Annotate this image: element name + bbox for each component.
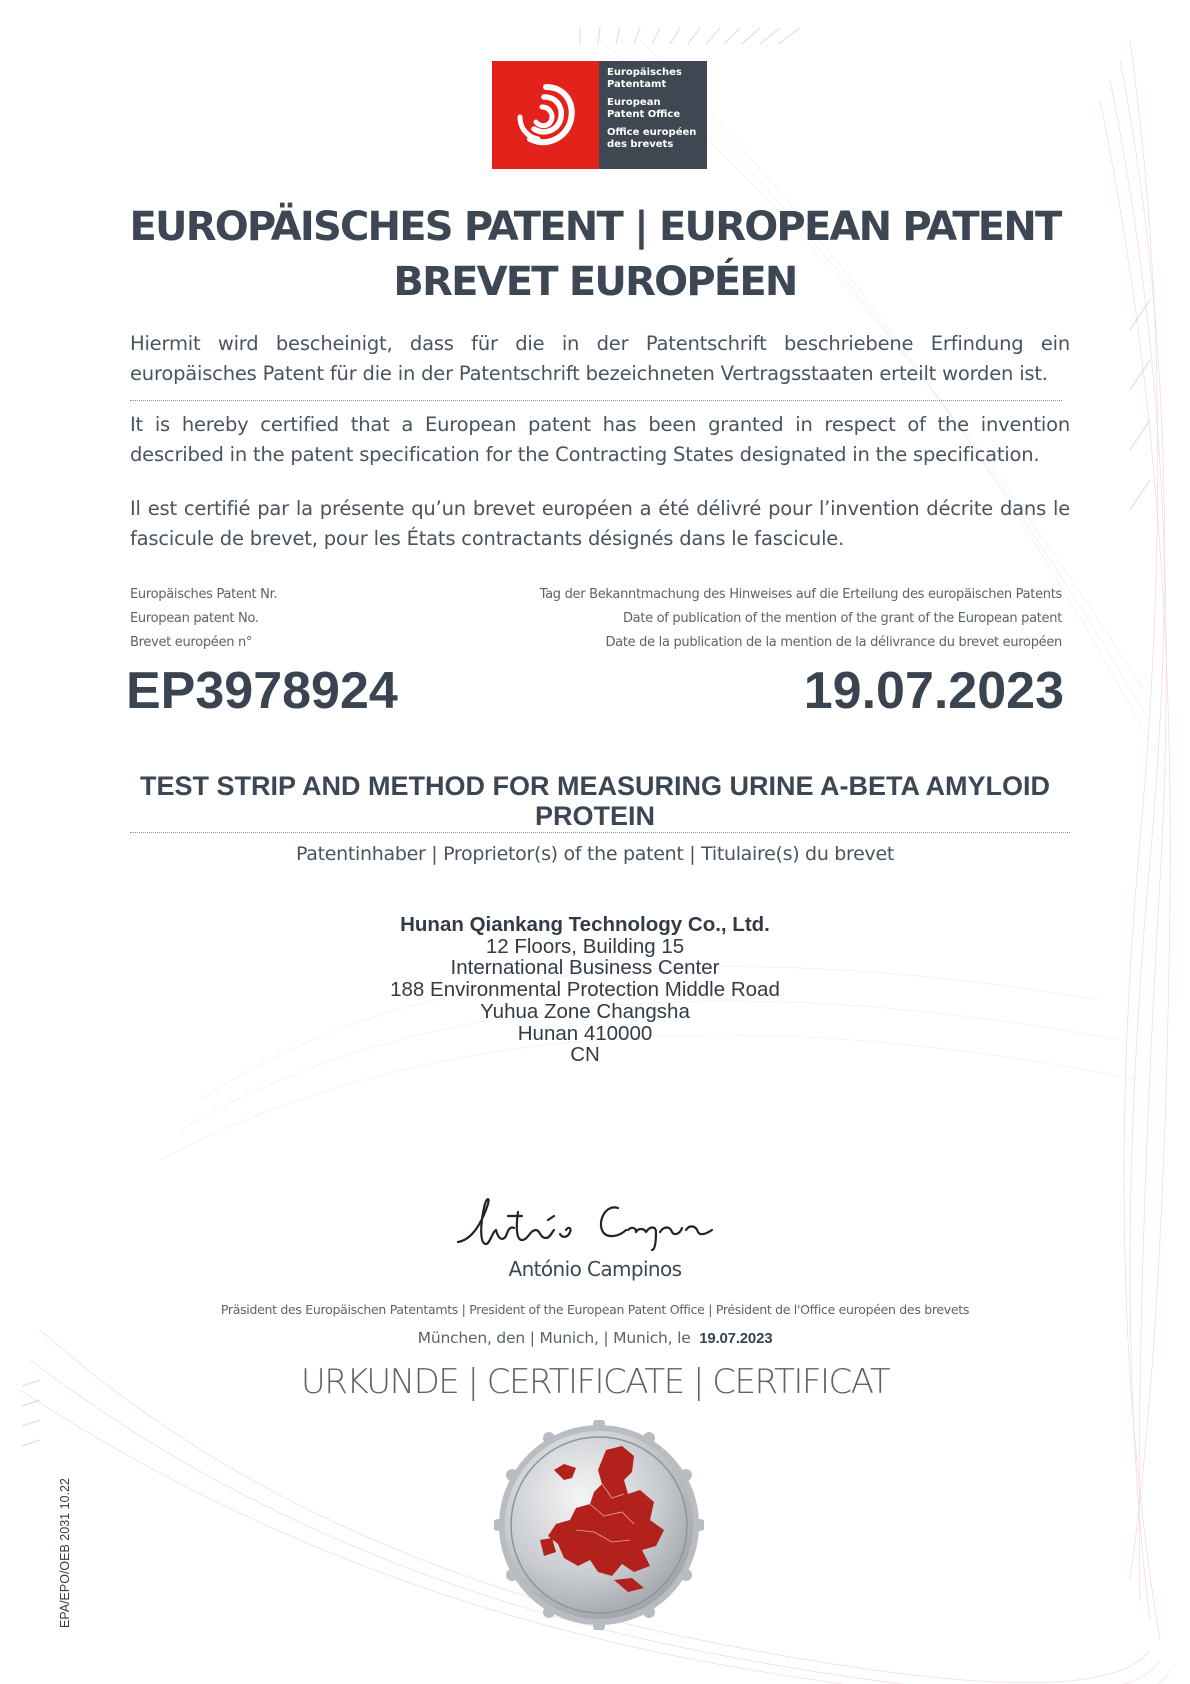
address-line: Yuhua Zone Changsha: [480, 999, 690, 1023]
epo-logo: [492, 61, 707, 169]
proprietor-block: [0, 914, 1170, 1066]
heading-line-1: EUROPÄISCHES PATENT | EUROPEAN PATENT: [129, 204, 1061, 250]
certificate-label: URKUNDE | CERTIFICATE | CERTIFICAT: [300, 1362, 890, 1402]
address-line: International Business Center: [450, 956, 720, 980]
europe-seal: [494, 1420, 704, 1630]
proprietor-name: Hunan Qiankang Technology Co., Ltd.: [400, 913, 770, 936]
logo-text-fr: Office européen des brevets: [607, 127, 697, 150]
form-code: EPA/EPO/OEB 2031 10.22: [58, 1478, 72, 1628]
statement-de: Hiermit wird bescheinigt, dass für die in der Patentschrift beschriebene Erfindung ein europäisches Patent für die in der Patentschrift bezeichneten Vertragsstaaten erteilt worden ist.: [130, 332, 1070, 385]
publication-label-en: Date of publication of the mention of the grant of the European patent: [622, 611, 1062, 626]
logo-text-de: Europäisches Patentamt: [607, 67, 682, 90]
patent-no-label-de: Europäisches Patent Nr.: [130, 587, 278, 602]
statement-en: It is hereby certified that a European patent has been granted in respect of the invention described in the patent specification for the Contracting States designated in the specification.: [130, 413, 1070, 466]
epo-logo-mark: [492, 61, 599, 169]
divider: [130, 400, 1062, 401]
publication-label-fr: Date de la publication de la mention de la délivrance du brevet européen: [605, 635, 1062, 650]
proprietor-heading: Patentinhaber | Proprietor(s) of the patent | Titulaire(s) du brevet: [295, 843, 895, 865]
handwritten-signature: [450, 1186, 730, 1256]
address-line: CN: [570, 1043, 600, 1067]
address-line: 12 Floors, Building 15: [485, 934, 685, 958]
logo-text-en: European Patent Office: [607, 97, 681, 120]
place-and-date: [0, 1329, 1190, 1347]
heading-line-2: BREVET EUROPÉEN: [393, 259, 797, 305]
invention-title: TEST STRIP AND METHOD FOR MEASURING URINE A-BETA AMYLOID PROTEIN: [140, 771, 1050, 831]
signatory-title: Präsident des Europäischen Patentamts | President of the European Patent Office | Président de l'Office européen des brevets: [220, 1302, 970, 1317]
publication-label-de: Tag der Bekanntmachung des Hinweises auf die Erteilung des europäischen Patents: [539, 587, 1062, 602]
patent-no-label-fr: Brevet européen n°: [130, 635, 253, 650]
place-label: München, den | Munich, | Munich, le: [417, 1329, 691, 1347]
address-line: Hunan 410000: [517, 1021, 653, 1045]
issue-date: 19.07.2023: [699, 1330, 773, 1347]
publication-date: 19.07.2023: [803, 662, 1064, 720]
epo-logo-text: [599, 61, 707, 169]
divider: [130, 832, 1070, 833]
signatory-name: António Campinos: [508, 1257, 682, 1281]
patent-number: EP3978924: [126, 662, 398, 720]
statement-fr: Il est certifié par la présente qu’un brevet européen a été délivré pour l’invention décrite dans le fascicule de brevet, pour les États contractants désignés dans le fascicule.: [130, 497, 1070, 550]
address-line: 188 Environmental Protection Middle Road: [390, 978, 780, 1002]
patent-no-label-en: European patent No.: [130, 611, 259, 626]
epo-swirl-icon: [508, 77, 584, 153]
